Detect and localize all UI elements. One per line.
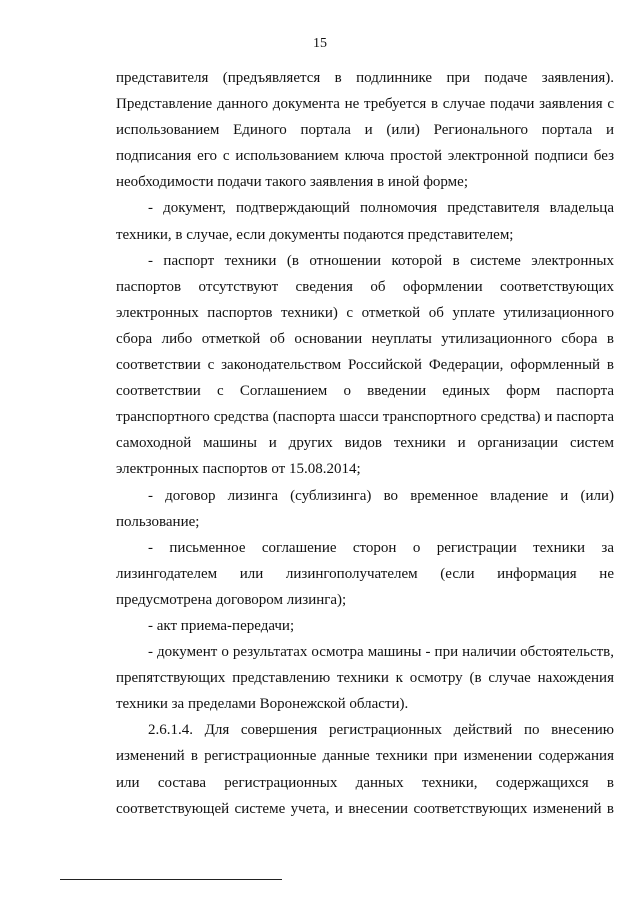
page-number: 15 bbox=[313, 36, 327, 51]
footer-divider bbox=[60, 879, 282, 880]
list-item-equipment-passport: - паспорт техники (в отношении которой в системе электронных паспортов отсутствуют сведения об оформлении соответствующих электронных паспортов техники) с отметкой об уплате утилизационного сбора либо отметкой об основании неуплаты утилизационного сбора в соответствии с законодательством Российской Федерации, оформленный в соответствии с Соглашением о введении единых форм паспорта транспортного средства (паспорта шасси транспортного средства) и паспорта самоходной машины и других видов техники и организации систем электронных паспортов от 15.08.2014; bbox=[116, 252, 614, 478]
list-item-transfer-act: - акт приема-передачи; bbox=[148, 617, 295, 634]
document-body bbox=[116, 65, 614, 822]
paragraph-representative-document: представителя (предъявляется в подлиннике при подаче заявления). Представление данного документа не требуется в случае подачи заявления с использованием Единого портала и (или) Регионального портала и подписания его с использованием ключа простой электронной подписи без необходимости подачи такого заявления в иной форме; bbox=[116, 70, 614, 191]
list-item-inspection-document: - документ о результатах осмотра машины - при наличии обстоятельств, препятствующих представлению техники к осмотру (в случае нахождения техники за пределами Воронежской области). bbox=[116, 644, 614, 713]
paragraph-section-2-6-1-4: 2.6.1.4. Для совершения регистрационных действий по внесению изменений в регистрационные данные техники при изменении содержания или состава регистрационных данных техники, содержащихся в соответствующей системе учета, и внесении соответствующих изменений в bbox=[116, 722, 614, 817]
list-item-authority-document: - документ, подтверждающий полномочия представителя владельца техники, в случае, если документы подаются представителем; bbox=[116, 200, 614, 243]
list-item-leasing-contract: - договор лизинга (сублизинга) во временное владение и (или) пользование; bbox=[116, 487, 614, 530]
list-item-written-agreement: - письменное соглашение сторон о регистрации техники за лизингодателем или лизингополучателем (если информация не предусмотрена договором лизинга); bbox=[116, 539, 614, 608]
